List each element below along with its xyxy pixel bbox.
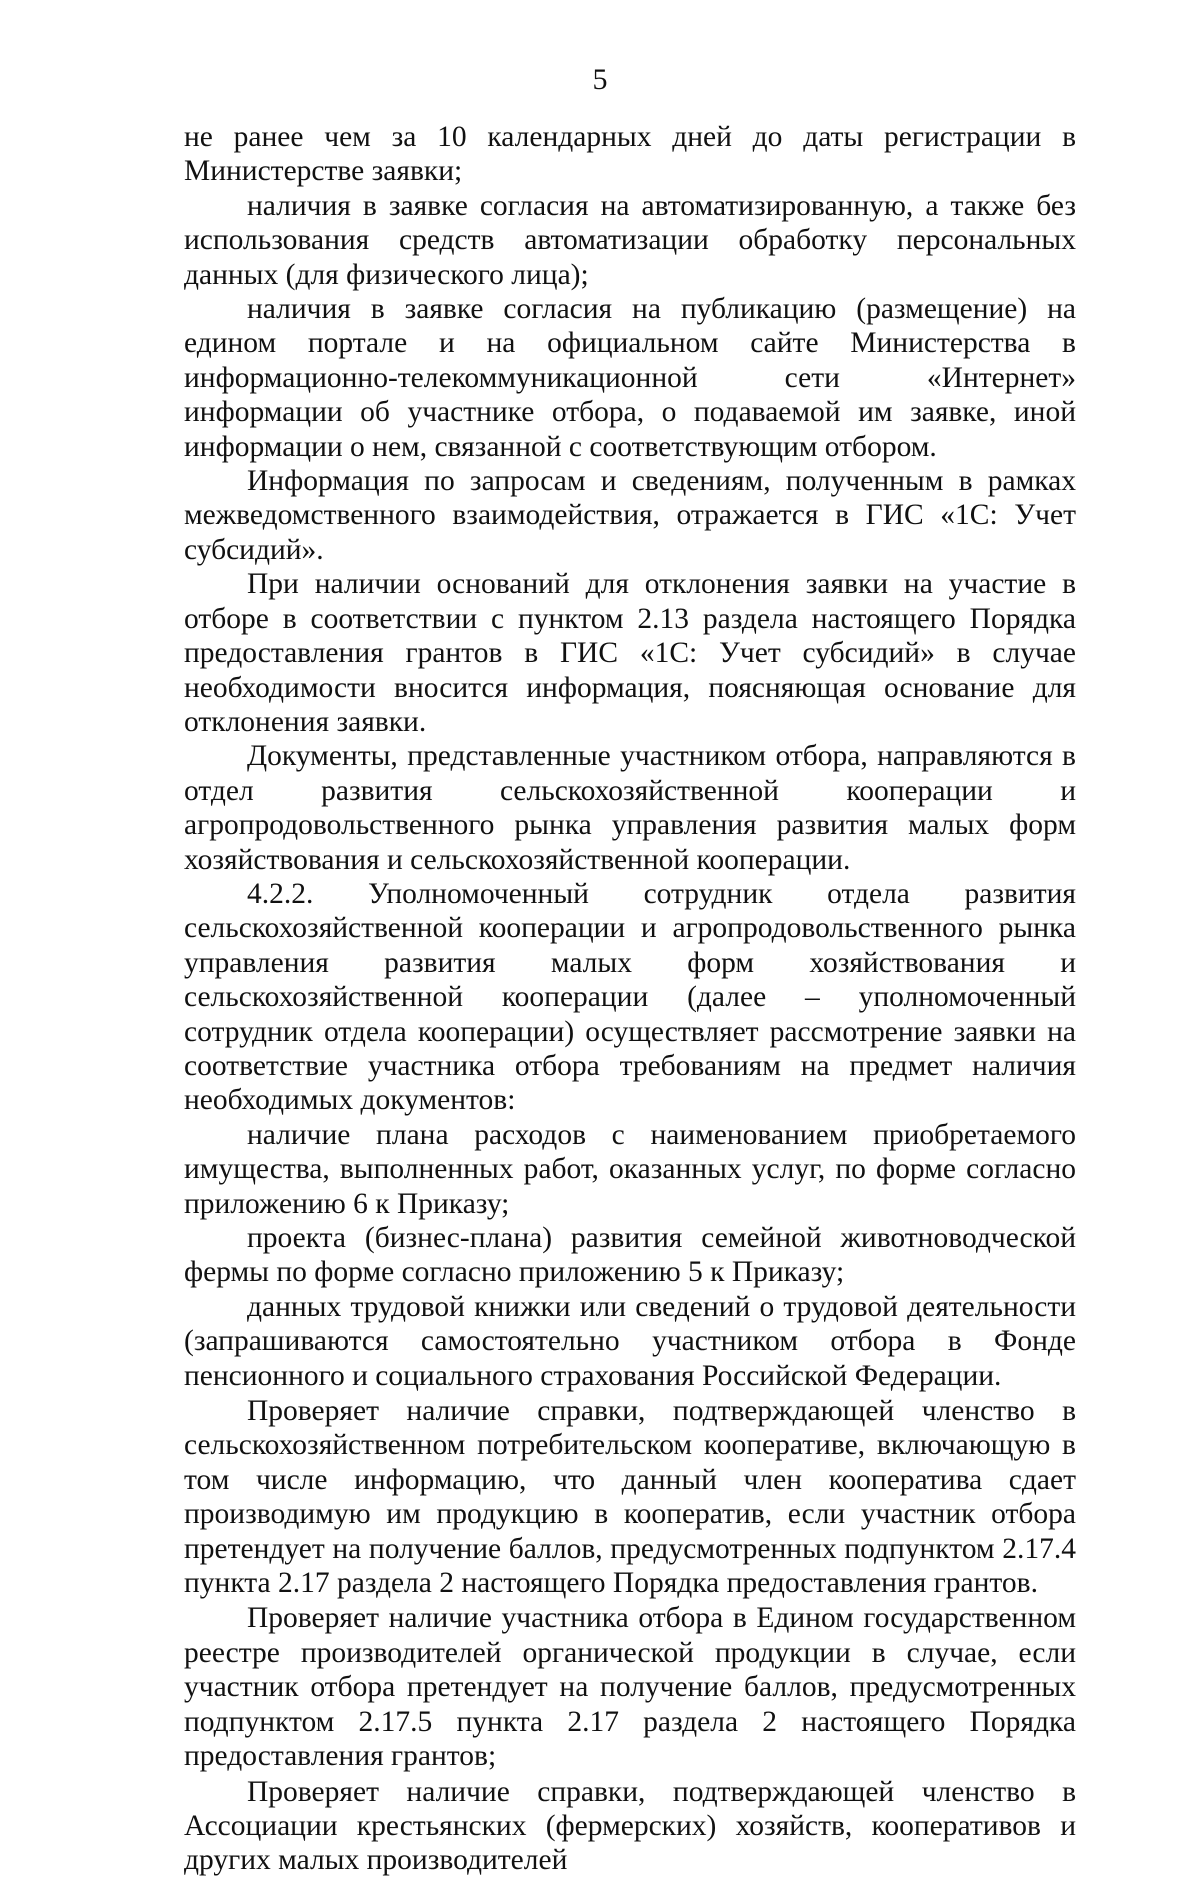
paragraph-personal-data-consent: наличия в заявке согласия на автоматизированную, а также без использования средств автоматизации обработку персональных данных (для физического лица); [184,189,1076,291]
page-number: 5 [592,63,608,96]
paragraph-documents-routing: Документы, представленные участником отбора, направляются в отдел развития сельскохозяйственной кооперации и агропродовольственного рынка управления развития малых форм хозяйствования и сельскохозяйственной кооперации. [184,740,1076,876]
paragraph-rejection-grounds: При наличии оснований для отклонения заявки на участие в отборе в соответствии с пунктом 2.13 раздела настоящего Порядка предоставления грантов в ГИС «1С: Учет субсидий» в случае необходимости вносится информация, поясняющая основание для отклонения заявки. [184,568,1076,738]
paragraph-expense-plan: наличие плана расходов с наименованием приобретаемого имущества, выполненных работ, оказанных услуг, по форме согласно приложению 6 к Приказу; [184,1118,1076,1220]
paragraph-association-membership: Проверяет наличие справки, подтверждающей членство в Ассоциации крестьянских (фермерских) хозяйств, кооперативов и других малых производителей [184,1775,1076,1877]
paragraph-cooperative-membership: Проверяет наличие справки, подтверждающей членство в сельскохозяйственном потребительском кооперативе, включающую в том числе информацию, что данный член кооператива сдает производимую им продукцию в кооператив, если участник отбора претендует на получение баллов, предусмотренных подпунктом 2.17.4 пункта 2.17 раздела 2 настоящего Порядка предоставления грантов. [184,1395,1076,1600]
paragraph-business-plan: проекта (бизнес-плана) развития семейной животноводческой фермы по форме согласно приложению 5 к Приказу; [184,1222,1076,1289]
paragraph-work-record: данных трудовой книжки или сведений о трудовой деятельности (запрашиваются самостоятельно участником отбора в Фонде пенсионного и социального страхования Российской Федерации. [184,1290,1076,1392]
paragraph-4-2-2: 4.2.2. Уполномоченный сотрудник отдела развития сельскохозяйственной кооперации и агропродовольственного рынка управления развития малых форм хозяйствования и сельскохозяйственной кооперации (далее – уполномоченный сотрудник отдела кооперации) осуществляет рассмотрение заявки на соответствие участника отбора требованиям на предмет наличия необходимых документов: [184,877,1076,1117]
paragraph-organic-registry: Проверяет наличие участника отбора в Едином государственном реестре производителей органической продукции в случае, если участник отбора претендует на получение баллов, предусмотренных подпунктом 2.17.5 пункта 2.17 раздела 2 настоящего Порядка предоставления грантов; [184,1602,1076,1773]
document-body [184,120,1076,1878]
paragraph-registration-date: не ранее чем за 10 календарных дней до даты регистрации в Министерстве заявки; [184,121,1076,188]
paragraph-publication-consent: наличия в заявке согласия на публикацию (размещение) на едином портале и на официальном сайте Министерства в информационно-телекоммуникационной сети «Интернет» информации об участнике отбора, о подаваемой им заявке, иной информации о нем, связанной с соответствующим отбором. [184,293,1076,463]
paragraph-interagency-info: Информация по запросам и сведениям, полученным в рамках межведомственного взаимодействия, отражается в ГИС «1С: Учет субсидий». [184,465,1076,566]
